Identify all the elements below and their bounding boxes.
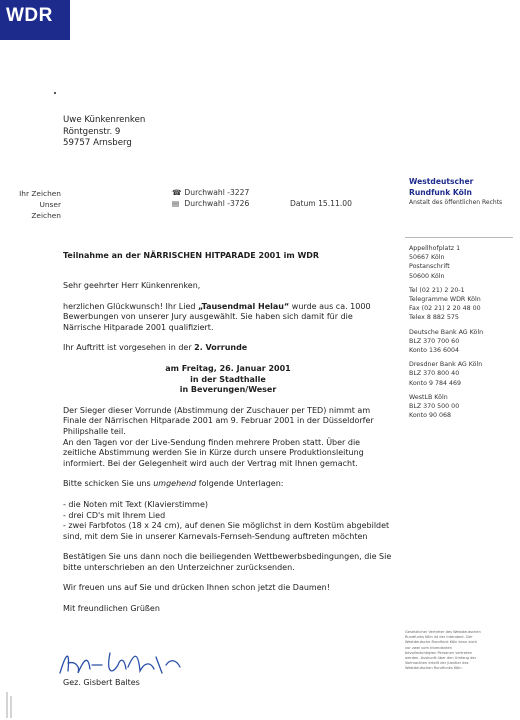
sender-subline: Anstalt des öffentlichen Rechts [409, 199, 503, 206]
event-location: in Beverungen/Weser [179, 385, 277, 395]
event-venue: in der Stadthalle [190, 374, 266, 384]
text-run: folgende Unterlagen: [196, 479, 284, 489]
closing: Mit freundlichen Grüßen [63, 604, 160, 614]
recipient-name: Uwe Künkenrenken [63, 115, 146, 125]
sidebar-line: BLZ 370 500 00 [409, 403, 460, 411]
sidebar-line: Dresdner Bank AG Köln [409, 361, 483, 369]
fax-icon: ▤ [172, 199, 180, 208]
paragraph-documents [63, 479, 393, 490]
round-name: 2. Vorrunde [194, 343, 248, 353]
text-run: herzlichen Glückwunsch! Ihr Lied [63, 301, 199, 311]
sidebar-line: WestLB Köln [409, 393, 448, 401]
paragraph-conditions: Bestätigen Sie uns dann noch die beiliegenden Wettbewerbsbedingungen, die Sie bitte unterschrieben an den Unterzeichner zurücksenden. [63, 552, 392, 572]
signer-name: Gez. Gisbert Baltes [63, 678, 140, 687]
fax-line [172, 198, 249, 209]
wdr-logo [0, 0, 70, 40]
recipient-city: 59757 Arnsberg [63, 138, 132, 148]
sidebar-line: 50600 Köln [409, 272, 445, 280]
paragraph-final: Der Sieger dieser Vorrunde (Abstimmung der Zuschauer per TED) nimmt am Finale der Närrischen Hitparade 2001 am 9. Februar 2001 in der Düsseldorfer Philipshalle teil. [63, 405, 374, 436]
direct-dial-block [172, 187, 249, 209]
sidebar-line: Tel (02 21) 2 20-1 [409, 286, 465, 294]
text-run: Ihr Auftritt ist vorgesehen in der [63, 343, 195, 353]
phone-line [172, 187, 249, 198]
sidebar-line: 50667 Köln [409, 254, 445, 262]
sidebar-line: Konto 9 784 469 [409, 379, 462, 387]
event-details [63, 364, 393, 396]
sidebar-line: Appellhofplatz 1 [409, 245, 461, 252]
salutation: Sehr geehrter Herr Künkenrenken, [63, 281, 201, 290]
sidebar-line: BLZ 370 700 60 [409, 337, 460, 345]
list-item: - die Noten mit Text (Klavierstimme) [63, 499, 208, 509]
sender-block [409, 177, 515, 209]
sidebar-contact [409, 286, 515, 323]
letter-body [63, 281, 393, 625]
sidebar-address [409, 244, 515, 281]
sidebar-divider [405, 237, 513, 238]
document-list [63, 500, 393, 542]
ihr-zeichen-label: Ihr Zeichen [19, 189, 61, 198]
paragraph-round [63, 343, 393, 354]
text-run: Bitte schicken Sie uns [63, 479, 154, 489]
unser-zeichen-label: Unser Zeichen [31, 200, 61, 220]
sidebar-bank-3 [409, 393, 515, 421]
printer-code-mark [4, 690, 18, 720]
paragraph-rehearsals: An den Tagen vor der Live-Sendung finden mehrere Proben statt. Über die zeitliche Abstimmung werden Sie in Kürze durch unsere Produktionsleitung informiert. Bei der Gelegenheit wird auch der Vertrag mit Ihnen gemacht. [63, 437, 364, 468]
sidebar-line: Fax (02 21) 2 20 48 00 [409, 305, 481, 313]
sidebar-line: Konto 90 068 [409, 412, 452, 420]
sidebar-info [409, 244, 515, 425]
phone-extension: Durchwahl -3227 [184, 188, 250, 197]
recipient-street: Röntgenstr. 9 [63, 126, 121, 137]
paragraph-wishes: Wir freuen uns auf Sie und drücken Ihnen schon jetzt die Daumen! [63, 583, 330, 593]
text-run: wurde aus ca. 1000 Bewerbungen von unserer Jury ausgewählt. Sie haben sich damit für die Närrische Hitparade 2001 qualifiziert. [63, 301, 371, 332]
sidebar-line: Telegramme WDR Köln [409, 296, 481, 304]
list-item: - drei CD's mit Ihrem Lied [63, 510, 166, 520]
list-item: - zwei Farbfotos (18 x 24 cm), auf denen Sie möglichst in dem Kostüm abgebildet sind, mit dem Sie in unserer Karnevals-Fernseh-Sendung auftreten möchten [63, 521, 390, 541]
reference-labels [9, 188, 61, 221]
sender-name-line2: Rundfunk Köln [409, 187, 472, 197]
sidebar-line: BLZ 370 800 40 [409, 370, 460, 378]
letter-subject: Teilnahme an der NÄRRISCHEN HITPARADE 2001 im WDR [63, 251, 320, 260]
sidebar-line: Konto 136 6004 [409, 347, 460, 355]
paragraph-congrats [63, 302, 393, 334]
legal-footnote: Gesetzlicher Vertreter des Westdeutschen Rundfunks Köln ist der Intendant. Der Westdeutsche Rundfunk Köln kann auch vor zwei vom Intendanten bevollmächtigten Personen vertreten werden. Auskunft über den Umfang der Vollmachten erteilt der Justitiar des Westdeutschen Rundfunks Köln. [405, 630, 481, 671]
recipient-address [63, 115, 145, 150]
sidebar-line: Deutsche Bank AG Köln [409, 328, 484, 336]
letter-date: Datum 15.11.00 [290, 199, 352, 208]
fax-extension: Durchwahl -3726 [184, 199, 250, 208]
logo-text: WDR [6, 5, 53, 26]
sender-name-line1: Westdeutscher [409, 177, 474, 186]
fold-mark [54, 92, 56, 94]
handwritten-signature [58, 643, 198, 681]
song-title: „Tausendmal Helau“ [198, 301, 290, 311]
sidebar-bank-1 [409, 328, 515, 356]
sidebar-line: Telex 8 882 575 [409, 314, 459, 322]
sidebar-line: Postanschrift [409, 263, 450, 271]
emphasis: umgehend [153, 479, 197, 489]
event-date: am Freitag, 26. Januar 2001 [165, 363, 291, 373]
phone-icon: ☎ [172, 188, 182, 197]
sidebar-bank-2 [409, 360, 515, 388]
